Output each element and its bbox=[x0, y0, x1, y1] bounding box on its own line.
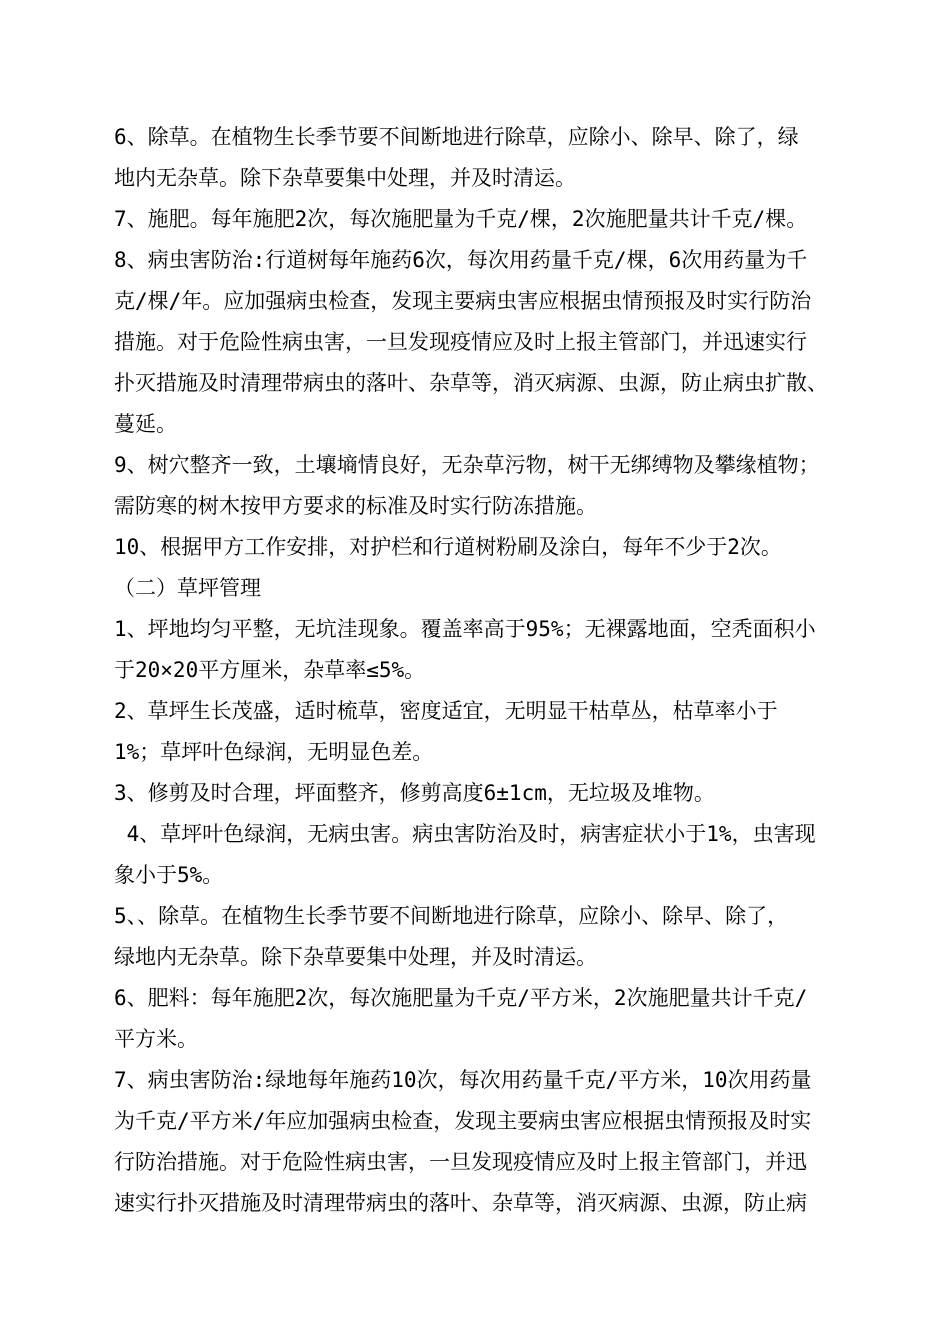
text-line: 速实行扑灭措施及时清理带病虫的落叶、杂草等，消灭病源、虫源，防止病 bbox=[114, 1191, 807, 1215]
text-line: 5、、除草。在植物生长季节要不间断地进行除草，应除小、除早、除了， bbox=[114, 904, 789, 928]
text-line: 蔓延。 bbox=[114, 412, 177, 436]
text-line: 平方米。 bbox=[114, 1027, 198, 1051]
text-line: 措施。对于危险性病虫害，一旦发现疫情应及时上报主管部门，并迅速实行 bbox=[114, 330, 807, 354]
text-line: 8、病虫害防治:行道树每年施药6次，每次用药量千克/棵，6次用药量为千 bbox=[114, 248, 808, 272]
text-line: 于20×20平方厘米，杂草率≤5%。 bbox=[114, 658, 426, 682]
text-line: 需防寒的树木按甲方要求的标准及时实行防冻措施。 bbox=[114, 494, 597, 518]
text-line: 象小于5%。 bbox=[114, 863, 224, 887]
text-line: 6、肥料：每年施肥2次，每次施肥量为千克/平方米，2次施肥量共计千克/ bbox=[114, 986, 808, 1010]
text-line: 4、草坪叶色绿润，无病虫害。病虫害防治及时，病害症状小于1%，虫害现 bbox=[114, 822, 816, 846]
text-line: 9、树穴整齐一致，土壤墒情良好，无杂草污物，树干无绑缚物及攀缘植物； bbox=[114, 453, 820, 477]
text-line: 6、除草。在植物生长季节要不间断地进行除草，应除小、除早、除了，绿 bbox=[114, 125, 799, 149]
text-line: 1、坪地均匀平整，无坑洼现象。覆盖率高于95%；无裸露地面，空秃面积小 bbox=[114, 617, 816, 641]
section-heading: （二）草坪管理 bbox=[114, 576, 261, 600]
text-line: 扑灭措施及时清理带病虫的落叶、杂草等，消灭病源、虫源，防止病虫扩散、 bbox=[114, 371, 828, 395]
text-line: 地内无杂草。除下杂草要集中处理，并及时清运。 bbox=[114, 166, 576, 190]
text-line: 7、病虫害防治:绿地每年施药10次，每次用药量千克/平方米，10次用药量 bbox=[114, 1068, 812, 1092]
text-line: 10、根据甲方工作安排，对护栏和行道树粉刷及涂白，每年不少于2次。 bbox=[114, 535, 782, 559]
text-line: 7、施肥。每年施肥2次，每次施肥量为千克/棵，2次施肥量共计千克/棵。 bbox=[114, 207, 808, 231]
text-line: 克/棵/年。应加强病虫检查，发现主要病虫害应根据虫情预报及时实行防治 bbox=[114, 289, 812, 313]
document-body bbox=[114, 117, 866, 1224]
text-line: 3、修剪及时合理，坪面整齐，修剪高度6±1cm，无垃圾及堆物。 bbox=[114, 781, 715, 805]
text-line: 1%；草坪叶色绿润，无明显色差。 bbox=[114, 740, 434, 764]
text-line: 绿地内无杂草。除下杂草要集中处理，并及时清运。 bbox=[114, 945, 597, 969]
text-line: 行防治措施。对于危险性病虫害，一旦发现疫情应及时上报主管部门，并迅 bbox=[114, 1150, 807, 1174]
text-line: 为千克/平方米/年应加强病虫检查，发现主要病虫害应根据虫情预报及时实 bbox=[114, 1109, 812, 1133]
text-line: 2、草坪生长茂盛，适时梳草，密度适宜，无明显干枯草丛，枯草率小于 bbox=[114, 699, 778, 723]
